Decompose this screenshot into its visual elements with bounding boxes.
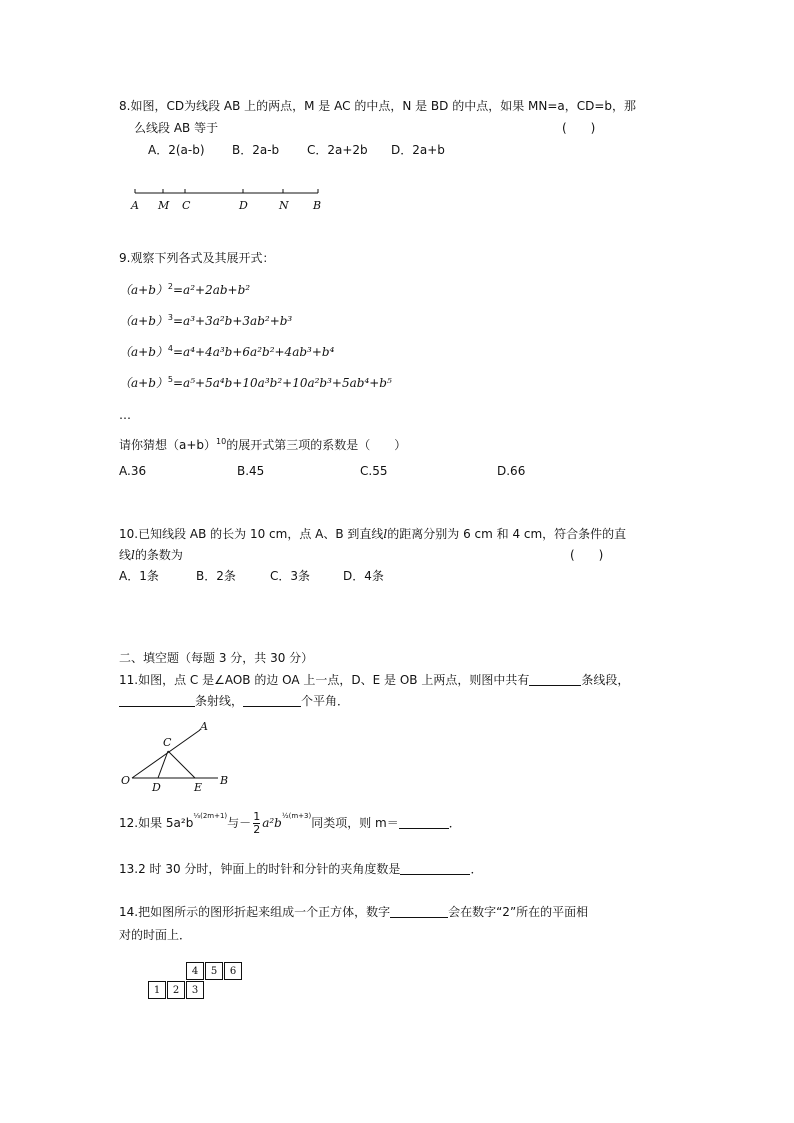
q12-fraction <box>253 811 260 836</box>
q13-blank[interactable] <box>400 862 470 875</box>
net-cell-3: 3 <box>186 981 204 999</box>
q9-expansion-2 <box>119 313 292 329</box>
net-cell-4: 4 <box>186 962 204 980</box>
q8-option-b: B．2a-b <box>232 143 280 157</box>
q10-line1-b: 的距离分别为 6 cm 和 4 cm，符合条件的直 <box>387 527 627 541</box>
q9-base: （a+b） <box>119 345 168 359</box>
q9-rhs: =a²+2ab+b² <box>173 283 251 297</box>
q9-exponent: 5 <box>167 375 173 384</box>
net-cell-6: 6 <box>224 962 242 980</box>
q9-exponent: 2 <box>167 282 173 291</box>
q11-blank-straight-angles[interactable] <box>243 694 301 707</box>
q12-end: ． <box>448 816 461 830</box>
q10-line-l: l <box>383 527 388 541</box>
q9-question-pre: 请你猜想（a+b） <box>119 438 217 452</box>
q9-question <box>119 437 406 453</box>
q10-line2 <box>119 547 183 563</box>
q13-end: ． <box>470 862 483 876</box>
net-cell-5: 5 <box>205 962 223 980</box>
q10-line2-a: 线 <box>119 548 132 562</box>
q8-line2: 么线段 AB 等于 <box>134 121 219 135</box>
q9-question-post: 的展开式第三项的系数是（ ） <box>226 438 407 452</box>
q12-blank[interactable] <box>399 816 449 829</box>
q8-label-n: N <box>279 199 289 212</box>
q14-line2: 对的时面上． <box>119 928 192 942</box>
q10-line1 <box>119 526 626 542</box>
q9-expansion-1 <box>119 282 250 298</box>
q10-option-c: C．3条 <box>270 569 311 583</box>
q12-line <box>119 808 461 838</box>
q14-line1-a: 14.把如图所示的图形折起来组成一个正方体，数字 <box>119 905 391 919</box>
q13-text: 13.2 时 30 分时，钟面上的时针和分针的夹角度数是 <box>119 862 401 876</box>
q11-angle-figure <box>118 718 238 794</box>
q12-mid: 与－ <box>227 816 252 830</box>
q9-option-d: D.66 <box>497 464 526 478</box>
q8-label-b: B <box>313 199 322 212</box>
net-cell-1: 1 <box>148 981 166 999</box>
q12-pre: 12.如果 5a²b <box>119 816 194 830</box>
q13-line <box>119 861 482 877</box>
q9-rhs: =a⁵+5a⁴b+10a³b²+10a²b³+5ab⁴+b⁵ <box>173 376 392 390</box>
q9-option-b: B.45 <box>237 464 265 478</box>
q8-label-a: A <box>131 199 139 212</box>
q8-line1: 8.如图，CD为线段 AB 上的两点，M 是 AC 的中点，N 是 BD 的中点，如果 MN=a，CD=b，那 <box>119 99 637 113</box>
q8-label-m: M <box>158 199 170 212</box>
q14-cube-net <box>148 961 258 1001</box>
q11-label-e: E <box>194 781 203 794</box>
q9-base: （a+b） <box>119 314 168 328</box>
q11-line1-a: 11.如图，点 C 是∠AOB 的边 OA 上一点，D、E 是 OB 上两点，则图中共有 <box>119 673 530 687</box>
q11-label-b: B <box>220 774 229 787</box>
q8-label-d: D <box>239 199 248 212</box>
q11-line2 <box>119 693 349 709</box>
q8-answer-paren: ( ) <box>562 121 596 135</box>
q10-line-l: l <box>131 548 135 562</box>
q14-line1 <box>119 904 588 920</box>
q9-rhs: =a³+3a²b+3ab²+b³ <box>173 314 293 328</box>
q10-option-d: D．4条 <box>343 569 384 583</box>
q11-label-d: D <box>152 781 161 794</box>
q11-blank-segments[interactable] <box>529 673 581 686</box>
q12-frac-den: 2 <box>253 823 261 836</box>
q8-label-c: C <box>182 199 191 212</box>
q14-blank[interactable] <box>390 905 448 918</box>
q9-exponent: 4 <box>167 344 173 353</box>
q11-line2-b: 个平角． <box>301 694 350 708</box>
q12-frac-num: 1 <box>253 810 261 823</box>
q9-ellipsis: … <box>119 408 131 422</box>
q11-line1 <box>119 672 629 688</box>
q9-option-a: A.36 <box>119 464 147 478</box>
q8-option-d: D．2a+b <box>391 143 445 157</box>
q11-blank-rays[interactable] <box>119 694 195 707</box>
q9-intro: 9.观察下列各式及其展开式： <box>119 251 275 265</box>
q11-line1-b: 条线段， <box>581 673 630 687</box>
q11-label-a: A <box>200 720 208 733</box>
q8-segment-figure <box>128 184 328 218</box>
q12-term: a²b <box>262 816 282 830</box>
q11-label-o: O <box>121 774 131 787</box>
q10-line2-b: 的条数为 <box>134 548 183 562</box>
q9-expansion-4 <box>119 375 392 391</box>
q10-answer-paren: ( ) <box>570 548 604 562</box>
q9-base: （a+b） <box>119 283 168 297</box>
q9-expansion-3 <box>119 344 334 360</box>
net-cell-2: 2 <box>167 981 185 999</box>
q8-option-a: A．2(a-b) <box>148 143 205 157</box>
q10-option-b: B．2条 <box>196 569 236 583</box>
q10-line1-a: 10.已知线段 AB 的长为 10 cm，点 A、B 到直线 <box>119 527 384 541</box>
q9-exponent: 3 <box>167 313 173 322</box>
q9-base: （a+b） <box>119 376 168 390</box>
section2-heading: 二、填空题（每题 3 分，共 30 分） <box>119 651 314 665</box>
q12-exp1: ⅓(2m+1) <box>193 812 228 820</box>
q11-line2-a: 条射线， <box>195 694 244 708</box>
q11-label-c: C <box>163 736 172 749</box>
q8-option-c: C．2a+2b <box>307 143 368 157</box>
q12-exp2: ½(m+3) <box>281 812 312 820</box>
q12-post: 同类项，则 m＝ <box>311 816 399 830</box>
q9-question-exp: 10 <box>216 437 227 446</box>
q10-option-a: A．1条 <box>119 569 159 583</box>
q9-rhs: =a⁴+4a³b+6a²b²+4ab³+b⁴ <box>173 345 335 359</box>
q14-line1-b: 会在数字“2”所在的平面相 <box>448 905 589 919</box>
q9-option-c: C.55 <box>360 464 388 478</box>
